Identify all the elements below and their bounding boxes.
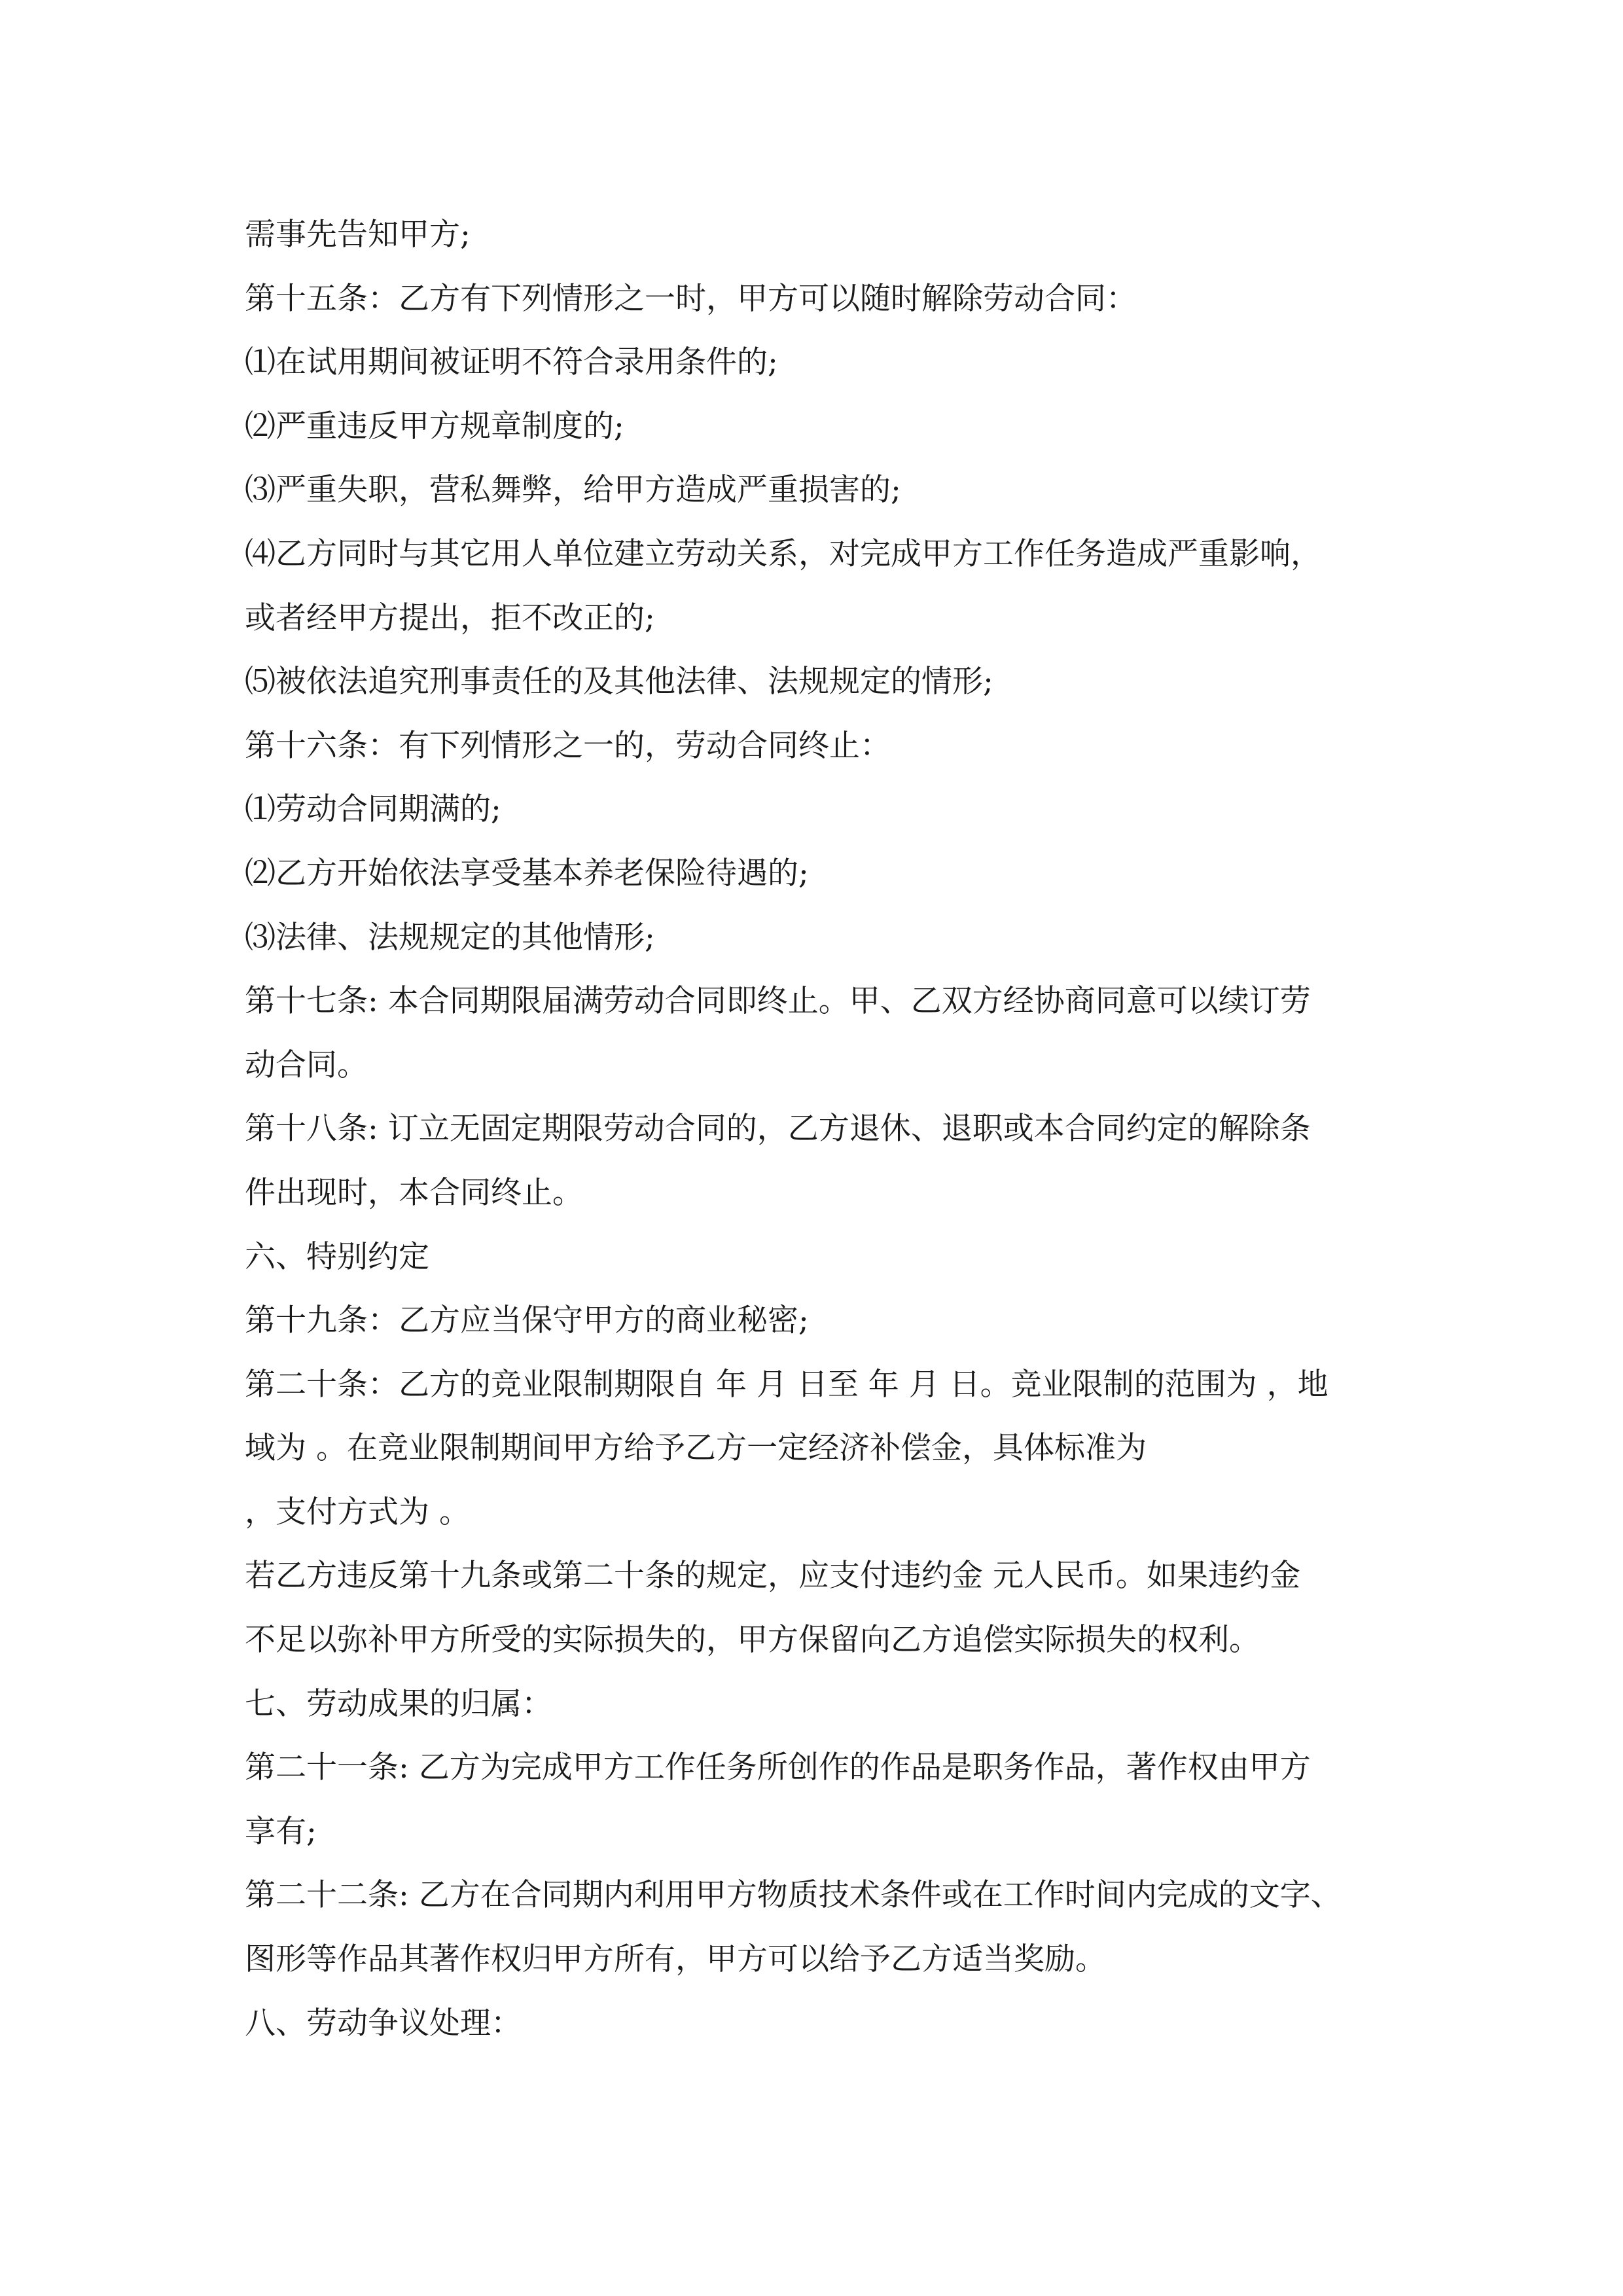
article-21: 第二十一条: 乙方为完成甲方工作任务所创作的作品是职务作品，著作权由甲方: [245, 1749, 1311, 1786]
text-line: 件出现时，本合同终止。: [245, 1174, 583, 1211]
article-20: 第二十条：乙方的竞业限制期限自 年 月 日至 年 月 日。竞业限制的范围为 ，地: [245, 1366, 1329, 1403]
section-heading-special-terms: 六、特别约定: [245, 1238, 429, 1275]
text-line: ，支付方式为 。: [245, 1494, 470, 1530]
section-heading-labor-disputes: 八、劳动争议处理：: [245, 2005, 522, 2041]
text-line: ⑶法律、法规规定的其他情形;: [245, 919, 655, 956]
text-line: ⑵严重违反甲方规章制度的;: [245, 408, 624, 444]
text-line: ⑷乙方同时与其它用人单位建立劳动关系，对完成甲方工作任务造成严重影响，: [245, 535, 1321, 572]
text-line: ⑸被依法追究刑事责任的及其他法律、法规规定的情形;: [245, 664, 993, 700]
text-line: 图形等作品其著作权归甲方所有，甲方可以给予乙方适当奖励。: [245, 1941, 1106, 1978]
text-line: 或者经甲方提出，拒不改正的;: [245, 600, 655, 636]
text-line: 动合同。: [245, 1047, 368, 1083]
text-line: 不足以弥补甲方所受的实际损失的，甲方保留向乙方追偿实际损失的权利。: [245, 1622, 1260, 1659]
section-heading-work-results: 七、劳动成果的归属：: [245, 1685, 552, 1722]
text-line: 享有;: [245, 1813, 317, 1850]
article-18: 第十八条: 订立无固定期限劳动合同的，乙方退休、退职或本合同约定的解除条: [245, 1111, 1311, 1147]
text-line: ⑵乙方开始依法享受基本养老保险待遇的;: [245, 855, 809, 891]
text-line: 若乙方违反第十九条或第二十条的规定，应支付违约金 元人民币。如果违约金: [245, 1558, 1300, 1594]
article-15-heading: 第十五条：乙方有下列情形之一时，甲方可以随时解除劳动合同：: [245, 280, 1137, 317]
text-line: ⑶严重失职，营私舞弊，给甲方造成严重损害的;: [245, 472, 901, 509]
article-17: 第十七条: 本合同期限届满劳动合同即终止。甲、乙双方经协商同意可以续订劳: [245, 983, 1311, 1020]
text-line: 域为 。在竞业限制期间甲方给予乙方一定经济补偿金，具体标准为: [245, 1430, 1147, 1467]
text-line: ⑴在试用期间被证明不符合录用条件的;: [245, 344, 778, 381]
contract-text: [245, 203, 1416, 2055]
article-22: 第二十二条: 乙方在合同期内利用甲方物质技术条件或在工作时间内完成的文字、: [245, 1877, 1342, 1914]
text-line: ⑴劳动合同期满的;: [245, 791, 501, 828]
article-16-heading: 第十六条：有下列情形之一的，劳动合同终止：: [245, 727, 891, 764]
text-line: 需事先告知甲方;: [245, 217, 471, 253]
article-19: 第十九条：乙方应当保守甲方的商业秘密;: [245, 1302, 809, 1339]
